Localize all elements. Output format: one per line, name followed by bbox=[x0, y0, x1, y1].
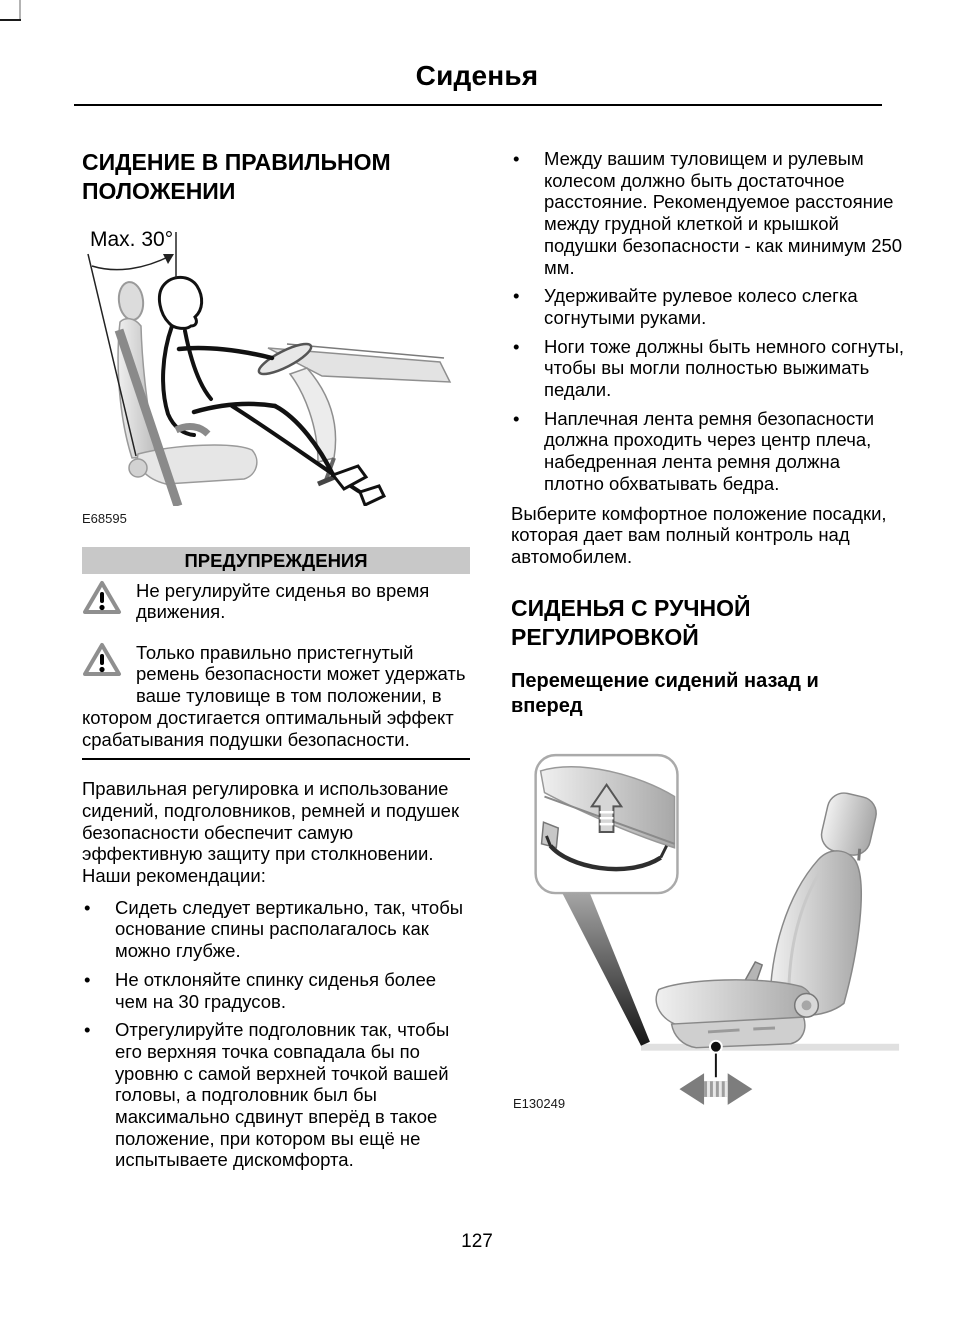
move-arrow-icon bbox=[679, 1073, 752, 1105]
list-item bbox=[82, 969, 470, 1012]
warnings-separator bbox=[82, 758, 470, 760]
left-column bbox=[82, 148, 470, 1178]
list-item-text: Отрегулируйте подголовник так, чтобы его верхняя точка совпадала бы по уровню с самой верхней точкой вашей головы, а подголовник был бы максимально сдвинут вперёд в такое положение, при котором вы ещё не испытываете дискомфорта. bbox=[115, 1019, 450, 1171]
list-item bbox=[511, 285, 905, 328]
inset-detail-box bbox=[536, 755, 678, 893]
bullet-marker: • bbox=[513, 285, 520, 307]
warning-triangle-icon bbox=[82, 642, 124, 704]
warning-triangle-icon bbox=[82, 580, 124, 642]
figure-correct-seating-position bbox=[82, 216, 470, 530]
page-title: Сиденья bbox=[415, 60, 539, 91]
callout-dot bbox=[710, 1040, 722, 1052]
warnings-box bbox=[82, 547, 470, 761]
intro-paragraph: Правильная регулировка и использование сидений, подголовников, ремней и подушек безопасности обеспечит самую эффективную защиту при столкновении. Наши рекомендации: bbox=[82, 778, 460, 887]
figure-seat-adjustment bbox=[511, 749, 905, 1117]
right-column bbox=[511, 148, 905, 1117]
bullet-marker: • bbox=[84, 896, 91, 918]
list-item-text: Между вашим туловищем и рулевым колесом должно быть достаточное расстояние. Рекомендуемое расстояние между грудной клеткой и крышкой подушки безопасности - как минимум 250 мм. bbox=[544, 148, 903, 278]
warning-text: Только правильно пристегнутый ремень безопасности может удержать ваше туловище в том положении, в котором достигается оптимальный эффект срабатывания подушки безопасности. bbox=[82, 641, 466, 750]
list-item bbox=[82, 897, 470, 962]
section-heading-manual-seats: СИДЕНЬЯ С РУЧНОЙ РЕГУЛИРОВКОЙ bbox=[511, 594, 751, 650]
bullet-marker: • bbox=[513, 148, 520, 169]
warning-item bbox=[82, 580, 470, 623]
figure-caption-e130249: E130249 bbox=[513, 1095, 566, 1111]
dashboard-sketch bbox=[268, 344, 450, 484]
list-item-text: Ноги тоже должны быть немного согнуты, чтобы вы могли полностью выжимать педали. bbox=[544, 335, 905, 401]
bullet-marker: • bbox=[84, 1019, 91, 1041]
bullet-marker: • bbox=[84, 968, 91, 990]
recommendations-list bbox=[82, 897, 470, 1171]
corner-crop-mark-horizontal bbox=[0, 19, 21, 21]
seat-side-view bbox=[656, 789, 879, 1047]
list-item-text: Сидеть следует вертикально, так, чтобы основание спины располагалось как можно глубже. bbox=[115, 896, 464, 962]
warning-text: Не регулируйте сиденья во время движения. bbox=[136, 579, 430, 623]
corner-crop-mark-vertical bbox=[19, 0, 21, 19]
list-item bbox=[511, 336, 905, 401]
seated-person-illustration bbox=[82, 216, 467, 506]
bullet-marker: • bbox=[513, 407, 520, 429]
subsection-heading-move-seats: Перемещение сидений назад и вперед bbox=[511, 669, 819, 717]
bullet-marker: • bbox=[513, 335, 520, 357]
callout-wedge bbox=[562, 893, 650, 1046]
figure-label-max-30: Max. 30° bbox=[90, 228, 174, 251]
seating-paragraph: Выберите комфортное положение посадки, которая дает вам полный контроль над автомобилем. bbox=[511, 502, 887, 567]
warning-item bbox=[82, 642, 470, 751]
warnings-header: ПРЕДУПРЕЖДЕНИЯ bbox=[82, 547, 470, 574]
list-item bbox=[511, 408, 905, 495]
list-item-text: Наплечная лента ремня безопасности должна проходить через центр плеча, набедренная лента ремня должна плотно обхватывать бедра. bbox=[544, 407, 875, 494]
list-item bbox=[511, 148, 905, 278]
list-item-text: Не отклоняйте спинку сиденья более чем на 30 градусов. bbox=[115, 968, 437, 1012]
seat-adjustment-illustration bbox=[511, 749, 905, 1109]
list-item bbox=[82, 1019, 470, 1171]
section-heading-correct-position: СИДЕНИЕ В ПРАВИЛЬНОМ ПОЛОЖЕНИИ bbox=[82, 149, 391, 204]
header-rule bbox=[74, 104, 882, 106]
list-item-text: Удерживайте рулевое колесо слегка согнутыми руками. bbox=[544, 285, 858, 328]
tips-list bbox=[511, 148, 905, 495]
figure-caption-e68595: E68595 bbox=[82, 511, 127, 526]
page-number: 127 bbox=[461, 1231, 493, 1252]
